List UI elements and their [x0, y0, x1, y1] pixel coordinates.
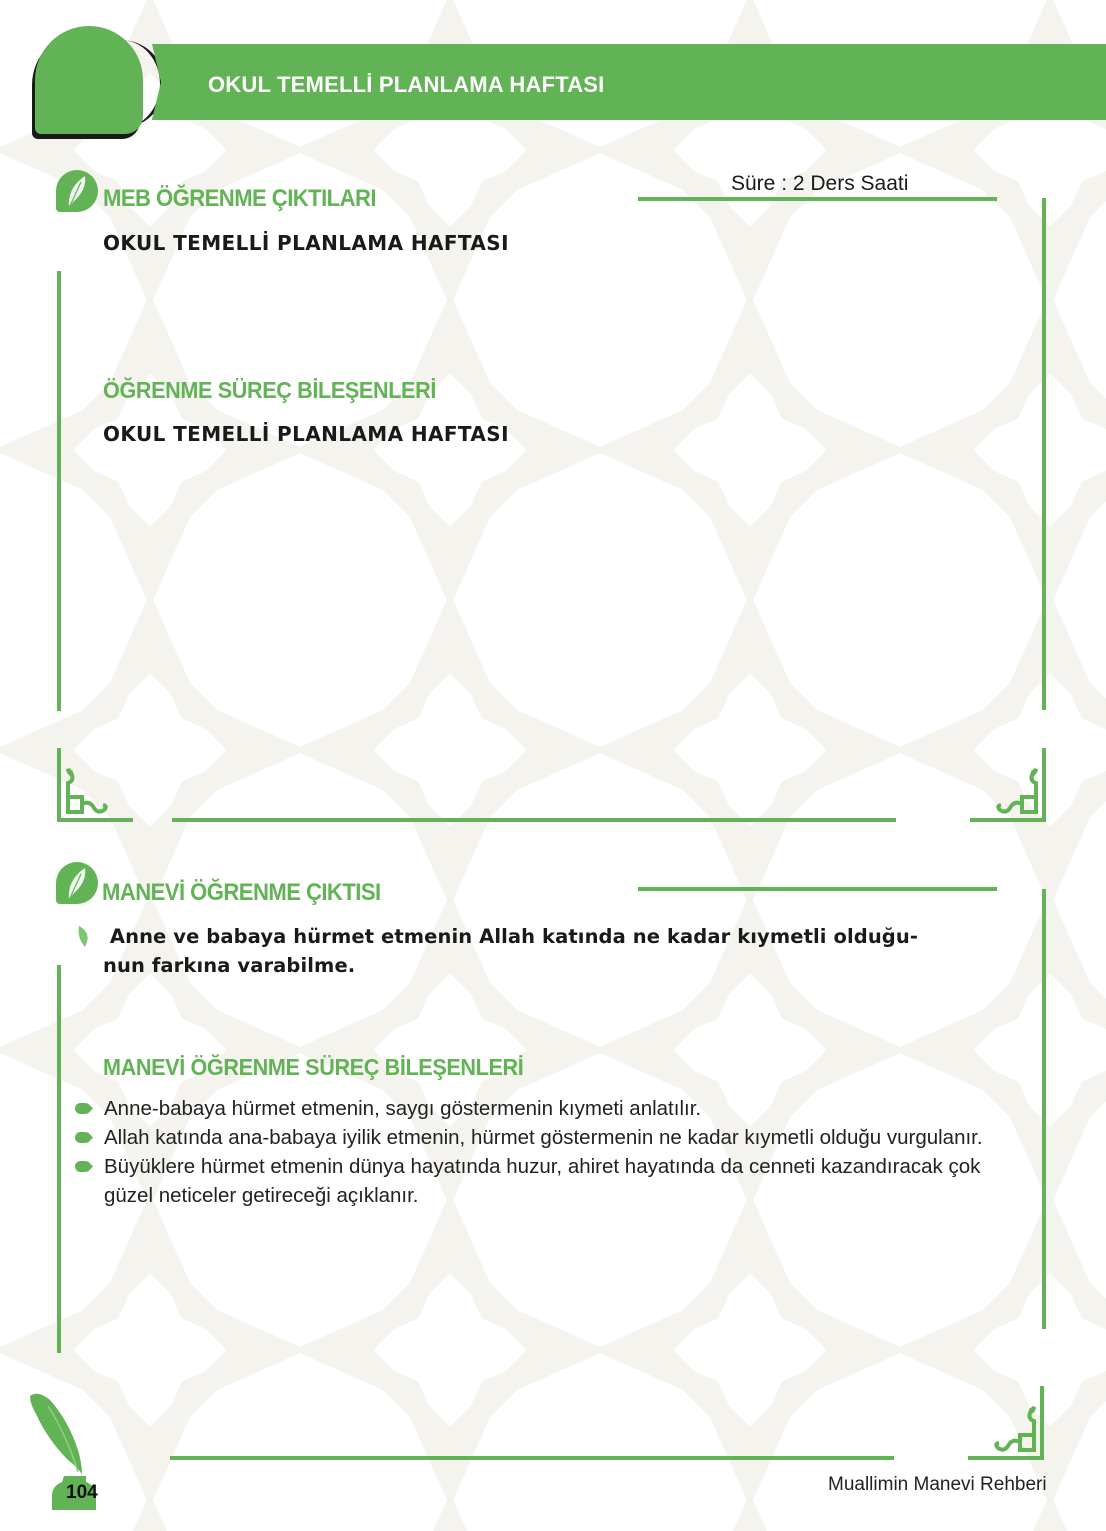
frame-bottom-line [172, 818, 896, 822]
frame-left-line [57, 965, 61, 1353]
ornament-corner-icon [968, 1386, 1046, 1462]
process-text: OKUL TEMELLİ PLANLAMA HAFTASI [103, 422, 509, 446]
feather-leaf-icon [56, 170, 98, 212]
feather-leaf-icon [56, 862, 98, 904]
ornament-corner-icon [970, 748, 1048, 824]
ornament-corner-icon [55, 748, 135, 824]
section-heading-meb-outcomes: MEB ÖĞRENME ÇIKTILARI [103, 185, 376, 212]
outcome-line: nun farkına varabilme. [103, 954, 356, 977]
frame-left-line [57, 271, 61, 711]
list-item: Allah katında ana-babaya iyilik etmenin, hürmet göstermenin ne kadar kıymetli olduğu vurgulanır. [72, 1123, 1032, 1152]
header-blob [35, 26, 143, 134]
meb-outcome-text: OKUL TEMELLİ PLANLAMA HAFTASI [103, 231, 509, 255]
section-subheading-process: ÖĞRENME SÜREÇ BİLEŞENLERİ [103, 377, 436, 403]
outcome-line: Anne ve babaya hürmet etmenin Allah katında ne kadar kıymetli olduğu- [103, 925, 919, 948]
header-title: OKUL TEMELLİ PLANLAMA HAFTASI [208, 72, 605, 97]
frame-bottom-line [170, 1456, 894, 1460]
duration-label: Süre : 2 Ders Saati [731, 172, 909, 195]
page-number: 104 [66, 1482, 98, 1503]
book-title: Muallimin Manevi Rehberi [828, 1474, 1047, 1495]
leaf-bullet-icon [75, 1132, 93, 1143]
list-item: Anne-babaya hürmet etmenin, saygı göstermenin kıymeti anlatılır. [72, 1094, 1032, 1123]
section-subheading-spiritual-process: MANEVİ ÖĞRENME SÜREÇ BİLEŞENLERİ [103, 1054, 524, 1080]
leaf-bullet-icon [75, 1161, 93, 1172]
frame-right-line [1042, 889, 1046, 1329]
leaf-icon [76, 926, 90, 948]
frame-top-line [638, 197, 997, 201]
frame-right-line [1042, 198, 1046, 710]
process-bullet-list [72, 1094, 1032, 1210]
leaf-bullet-icon [75, 1103, 93, 1114]
list-item: Büyüklere hürmet etmenin dünya hayatında huzur, ahiret hayatında da cenneti kazandıracak çok güzel neticeler getireceği açıklanır. [72, 1152, 1032, 1210]
spiritual-outcome-text [103, 922, 1003, 980]
frame-top-line [638, 887, 997, 891]
section-heading-spiritual-outcome: MANEVİ ÖĞRENME ÇIKTISI [102, 879, 381, 906]
